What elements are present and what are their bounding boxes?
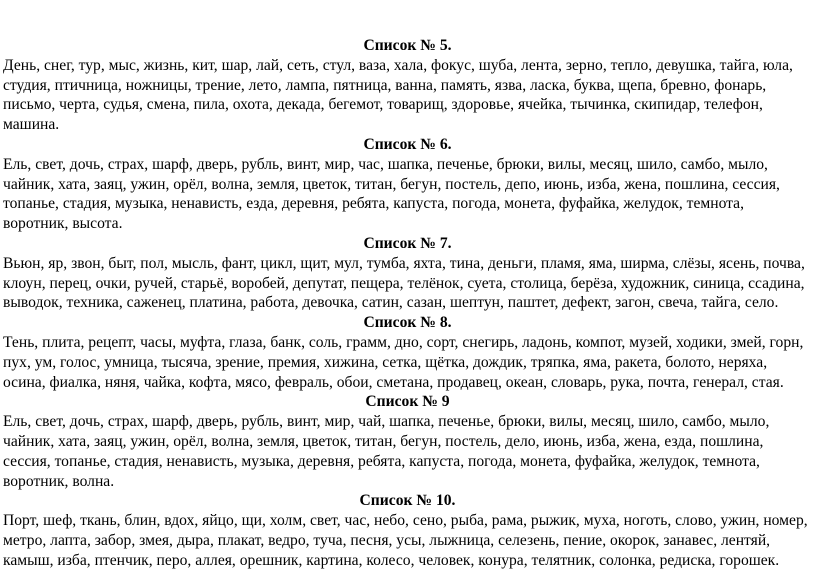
list-line: пух, ум, голос, умница, тысяча, зрение, премия, хижина, сетка, щётка, дождик, тряпка, яма, ракета, болото, неряха, [3, 353, 768, 371]
list-title: Список № 9 [365, 393, 450, 411]
list-line: чайник, хата, заяц, ужин, орёл, волна, земля, цветок, титан, бегун, постель, дело, июнь, изба, жена, езда, пошлина, [3, 432, 764, 450]
list-line: Тень, плита, рецепт, часы, муфта, глаза, банк, соль, грамм, дно, сорт, снегирь, ладонь, компот, музей, ходики, змей, горн, [3, 333, 804, 351]
list-title: Список № 10. [359, 492, 456, 510]
list-line: метро, лапта, забор, змея, дыра, плакат, ведро, туча, песня, усы, лыжница, селезень, пение, окорок, занавес, лентяй, [3, 531, 771, 549]
list-line: письмо, черта, судья, смена, пила, охота, декада, бегемот, товарищ, здоровье, ячейка, тычинка, скипидар, телефон, [3, 96, 763, 114]
list-section-7 [3, 234, 812, 313]
list-title: Список № 8. [363, 314, 452, 332]
list-section-8 [3, 313, 812, 392]
list-title: Список № 5. [363, 37, 452, 54]
list-line: чайник, хата, заяц, ужин, орёл, волна, земля, цветок, титан, бегун, постель, депо, июнь, изба, жена, пошлина, сессия, [3, 175, 780, 193]
list-line: воротник, высота. [3, 215, 123, 233]
list-line: воротник, волна. [3, 472, 115, 490]
list-line: Ель, свет, дочь, страх, шарф, дверь, рубль, винт, мир, час, шапка, печенье, брюки, вилы, месяц, шило, самбо, мыло, [3, 155, 768, 173]
list-section-9 [3, 392, 812, 491]
list-line: клоун, перец, очки, ручей, старьё, воробей, депутат, пещера, телёнок, суета, столица, берёза, художник, синица, ссадина, [3, 274, 805, 292]
list-line: машина. [3, 116, 60, 134]
list-section-6 [3, 135, 812, 234]
list-line: осина, фиалка, няня, чайка, кофта, мясо, февраль, обои, сметана, продавец, океан, словарь, рука, почта, генерал, стая. [3, 373, 784, 391]
list-line: топанье, стадия, музыка, ненависть, езда, деревня, ребята, капуста, погода, монета, фуфайка, желудок, темнота, [3, 195, 744, 213]
list-line: камыш, изба, птенчик, перо, аллея, орешник, картина, колесо, человек, конура, телятник, солонка, редиска, горошек. [3, 551, 780, 569]
list-line: студия, птичница, ножницы, трение, лето, лампа, пятница, ванна, память, язва, ласка, буква, щепа, бревно, фонарь, [3, 76, 767, 94]
list-line: выводок, техника, саженец, платина, работа, девочка, сатин, сазан, шептун, паштет, дефект, загон, свеча, тайга, село. [3, 294, 779, 312]
list-line: Порт, шеф, ткань, блин, вдох, яйцо, щи, холм, свет, час, небо, сено, рыба, рама, рыжик, муха, ноготь, слово, ужин, номер, [3, 512, 808, 530]
list-line: День, снег, тур, мыс, жизнь, кит, шар, лай, сеть, стул, ваза, хала, фокус, шуба, лента, зерно, тепло, девушка, тайга, юла, [3, 56, 793, 74]
list-line: сессия, топанье, стадия, ненависть, музыка, деревня, ребята, капуста, погода, монета, фуфайка, желудок, темнота, [3, 452, 760, 470]
list-section-5 [3, 36, 812, 135]
list-line: Вьюн, яр, звон, быт, пол, мысль, фант, цикл, щит, мул, тумба, яхта, тина, деньги, пламя, яма, ширма, слёзы, ясень, почва, [3, 254, 805, 272]
list-title: Список № 6. [363, 135, 452, 153]
list-line: Ель, свет, дочь, страх, шарф, дверь, рубль, винт, мир, чай, шапка, печенье, брюки, вилы, месяц, шило, самбо, мыло, [3, 413, 770, 431]
list-title: Список № 7. [363, 234, 452, 252]
list-section-10 [3, 491, 812, 570]
